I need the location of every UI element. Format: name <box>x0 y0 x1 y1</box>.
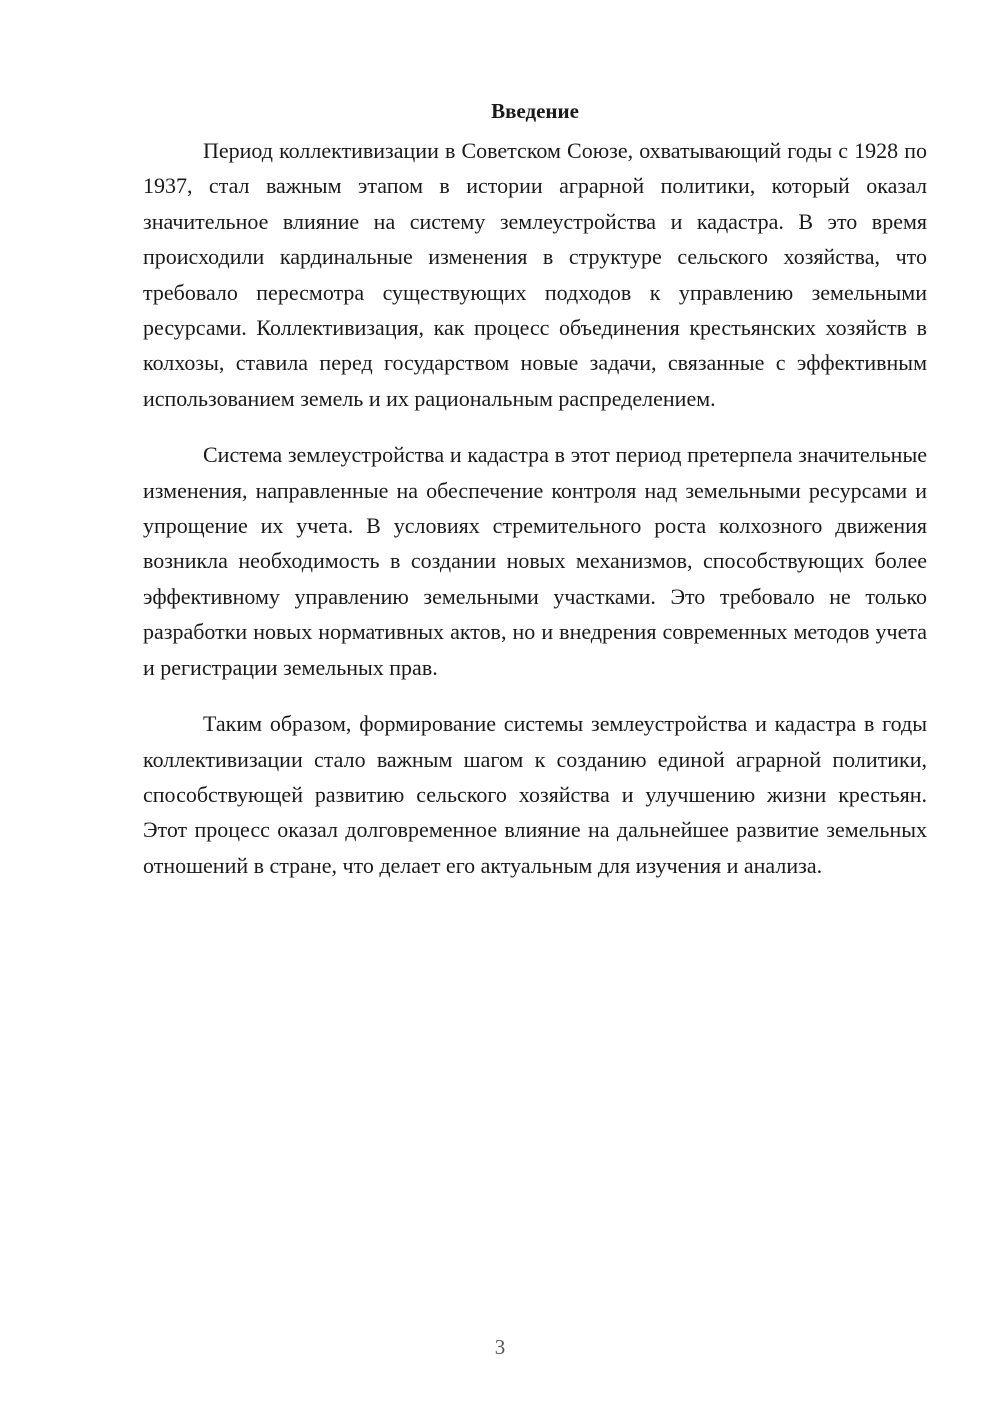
paragraph-2: Система землеустройства и кадастра в этот период претерпела значительные изменения, направленные на обеспечение контроля над земельными ресурсами и упрощение их учета. В условиях стремительного роста колхозного движения возникла необходимость в создании новых механизмов, способствующих более эффективному управлению земельными участками. Это требовало не только разработки новых нормативных актов, но и внедрения современных методов учета и регистрации земельных прав. <box>143 442 927 680</box>
paragraph-1: Период коллективизации в Советском Союзе, охватывающий годы с 1928 по 1937, стал важным этапом в истории аграрной политики, который оказал значительное влияние на систему землеустройства и кадастра. В это время происходили кардинальные изменения в структуре сельского хозяйства, что требовало пересмотра существующих подходов к управлению земельными ресурсами. Коллективизация, как процесс объединения крестьянских хозяйств в колхозы, ставила перед государством новые задачи, связанные с эффективным использованием земель и их рациональным распределением. <box>143 138 927 411</box>
paragraph-3: Таким образом, формирование системы землеустройства и кадастра в годы коллективизации стало важным шагом к созданию единой аграрной политики, способствующей развитию сельского хозяйства и улучшению жизни крестьян. Этот процесс оказал долговременное влияние на дальнейшее развитие земельных отношений в стране, что делает его актуальным для изучения и анализа. <box>143 711 927 878</box>
page-content <box>143 97 927 904</box>
section-heading: Введение <box>491 99 579 123</box>
page-number: 3 <box>494 1335 506 1359</box>
